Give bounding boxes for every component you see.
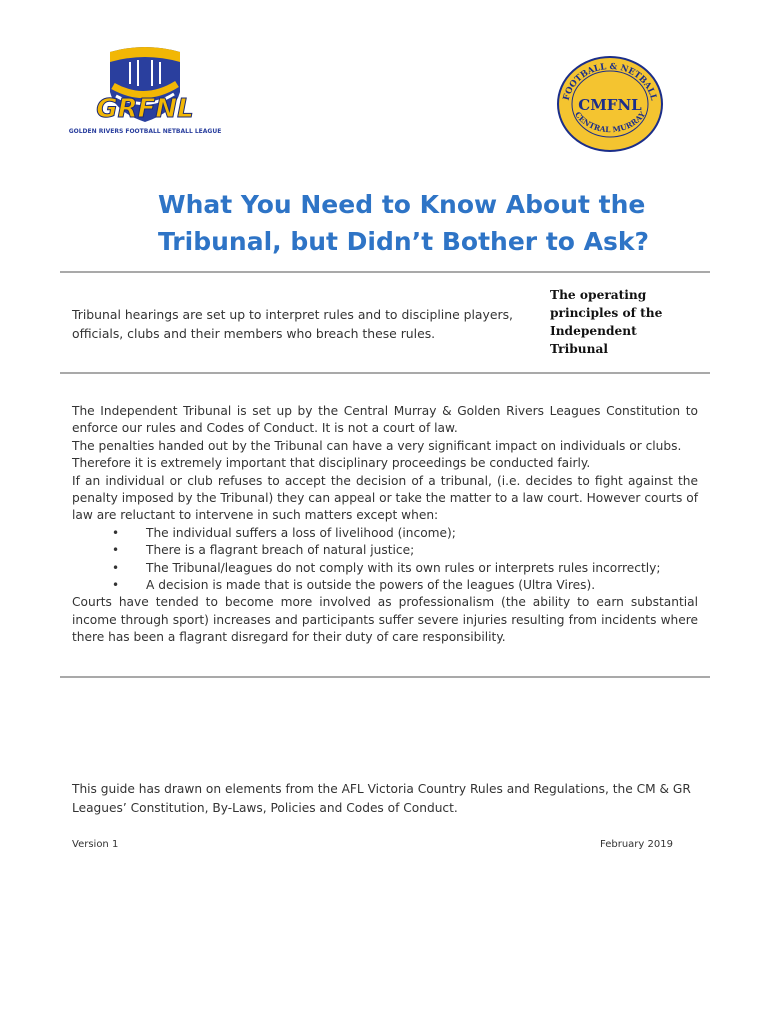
guide-note: This guide has drawn on elements from the AFL Victoria Country Rules and Regulations, the CM & GR Leagues’ Constitution, By-Laws, Policies and Codes of Conduct. (72, 782, 691, 815)
sidebar-line-2: principles of the (550, 306, 663, 320)
version-label: Version 1 (72, 839, 119, 850)
svg-text:GOLDEN RIVERS FOOTBALL NETBALL: GOLDEN RIVERS FOOTBALL NETBALL LEAGUE (68, 128, 222, 135)
list-item: • A decision is made that is outside the powers of the leagues (Ultra Vires). (72, 577, 698, 594)
date-label: February 2019 (600, 839, 673, 850)
list-item: • The Tribunal/leagues do not comply with its own rules or interprets rules incorrectly; (72, 560, 698, 577)
sidebar-line-3: Independent (550, 324, 637, 338)
svg-text:GRFNL: GRFNL (96, 94, 194, 124)
body-paragraph-1: The Independent Tribunal is set up by the Central Murray & Golden Rivers Leagues Constitution to enforce our rules and Codes of Conduct. It is not a court of law. (72, 404, 698, 436)
body-paragraph-2: The penalties handed out by the Tribunal can have a very significant impact on individuals or clubs. Therefore it is extremely important that disciplinary proceedings be conducted fairly. (72, 438, 682, 471)
title-line-1: What You Need to Know About the (158, 190, 646, 219)
grfnl-logo (68, 40, 222, 140)
body-paragraph-3: If an individual or club refuses to accept the decision of a tribunal, (i.e. decides to fight against the penalty imposed by the Tribunal) they can appeal or take the matter to a law court. However courts of law are reluctant to intervene in such matters except when: (72, 473, 698, 523)
list-item: • There is a flagrant breach of natural justice; (72, 542, 698, 559)
intro-paragraph: Tribunal hearings are set up to interpret rules and to discipline players, officials, clubs and their members who breach these rules. (72, 307, 513, 341)
body-paragraph-4: Courts have tended to become more involved as professionalism (the ability to earn substantial income through sport) increases and participants suffer severe injuries resulting from incidents where there has been a flagrant disregard for their duty of care responsibility. (72, 595, 698, 645)
list-item: • The individual suffers a loss of livelihood (income); (72, 525, 698, 542)
svg-text:CMFNL: CMFNL (578, 96, 642, 114)
sidebar-heading (550, 286, 700, 358)
cmfnl-seal (556, 55, 664, 153)
divider-top (60, 271, 710, 273)
svg-text:CENTRAL MURRAY: CENTRAL MURRAY (572, 109, 648, 135)
page-title (158, 186, 718, 260)
sidebar-line-1: The operating (550, 288, 647, 302)
sidebar-line-4: Tribunal (550, 342, 609, 356)
divider-middle (60, 372, 710, 374)
divider-bottom (60, 676, 710, 678)
reasons-list (72, 525, 698, 595)
svg-text:FOOTBALL & NETBALL: FOOTBALL & NETBALL (561, 61, 659, 102)
title-line-2: Tribunal, but Didn’t Bother to Ask? (158, 227, 650, 256)
body-section (72, 403, 698, 647)
